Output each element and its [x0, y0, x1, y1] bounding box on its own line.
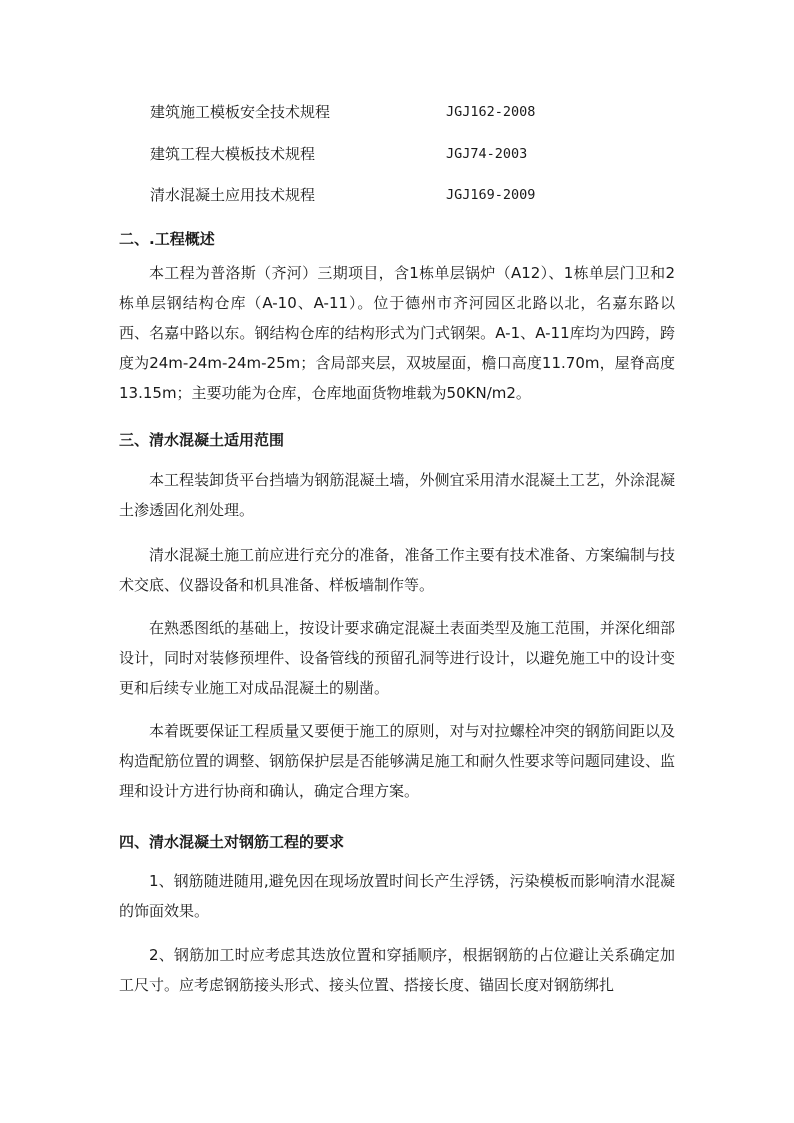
standard-row: [150, 183, 690, 207]
standard-code: JGJ169-2009: [446, 187, 536, 203]
standard-name: 清水混凝土应用技术规程: [150, 186, 316, 204]
paragraph: 本着既要保证工程质量又要便于施工的原则，对与对拉螺栓冲突的钢筋间距以及构造配筋位置的调整、钢筋保护层是否能够满足施工和耐久性要求等问题同建设、监理和设计方进行协商和确认，确定合理方案。: [119, 722, 675, 800]
section-heading: 二、.工程概述: [119, 230, 215, 248]
standard-name: 建筑工程大模板技术规程: [150, 145, 316, 163]
standard-row: [150, 142, 690, 166]
paragraph: 2、钢筋加工时应考虑其迭放位置和穿插顺序，根据钢筋的占位避让关系确定加工尺寸。应考虑钢筋接头形式、接头位置、搭接长度、锚固长度对钢筋绑扎: [119, 946, 675, 994]
paragraph: 清水混凝土施工前应进行充分的准备，准备工作主要有技术准备、方案编制与技术交底、仪器设备和机具准备、样板墙制作等。: [119, 546, 675, 594]
standard-name: 建筑施工模板安全技术规程: [150, 103, 331, 121]
standard-row: [150, 100, 690, 124]
standard-code: JGJ74-2003: [446, 146, 528, 162]
paragraph: 本工程为普洛斯（齐河）三期项目，含1栋单层锅炉（A12）、1栋单层门卫和2栋单层钢结构仓库（A-10、A-11）。位于德州市齐河园区北路以北，名嘉东路以西、名嘉中路以东。钢结构仓库的结构形式为门式钢架。A-1、A-11库均为四跨，跨度为24m-24m-24m-25m；含局部夹层，双坡屋面，檐口高度11.70m，屋脊高度13.15m；主要功能为仓库，仓库地面货物堆载为50KN/m2。: [119, 264, 675, 402]
section-heading: 四、清水混凝土对钢筋工程的要求: [119, 833, 345, 851]
standard-code: JGJ162-2008: [446, 104, 536, 120]
section-heading: 三、清水混凝土适用范围: [119, 431, 285, 449]
paragraph: 1、钢筋随进随用,避免因在现场放置时间长产生浮锈，污染模板而影响清水混凝的饰面效果。: [119, 872, 675, 920]
paragraph: 本工程装卸货平台挡墙为钢筋混凝土墙，外侧宜采用清水混凝土工艺，外涂混凝土渗透固化剂处理。: [119, 471, 675, 519]
paragraph: 在熟悉图纸的基础上，按设计要求确定混凝土表面类型及施工范围，并深化细部设计，同时对装修预埋件、设备管线的预留孔洞等进行设计，以避免施工中的设计变更和后续专业施工对成品混凝土的剔凿。: [119, 619, 675, 697]
